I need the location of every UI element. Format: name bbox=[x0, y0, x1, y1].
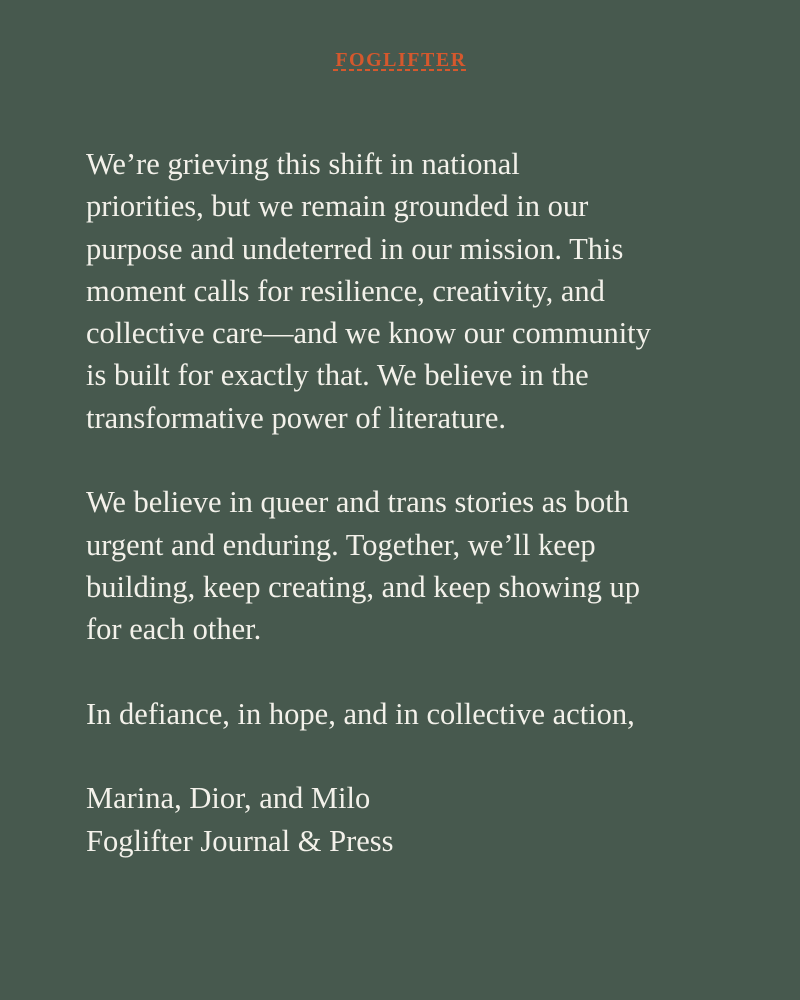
paragraph-spacer bbox=[86, 439, 736, 481]
logo-text: FOGLIFTER bbox=[335, 49, 467, 71]
foglifter-wordmark bbox=[330, 46, 472, 74]
closing-line: In defiance, in hope, and in collective action, bbox=[86, 696, 635, 731]
paragraph-1: We’re grieving this shift in national priorities, but we remain grounded in our purpose and undeterred in our mission. This moment calls for resilience, creativity, and collective care—and we know our community is built for exactly that. We believe in the transformative power of literature. bbox=[86, 147, 651, 435]
paragraph-spacer bbox=[86, 735, 736, 777]
paragraph-spacer bbox=[86, 651, 736, 693]
letter-body bbox=[86, 143, 736, 862]
signature-organization: Foglifter Journal & Press bbox=[86, 823, 394, 858]
signature-block bbox=[86, 777, 736, 862]
signature-names: Marina, Dior, and Milo bbox=[86, 781, 371, 816]
foglifter-logo bbox=[330, 46, 472, 74]
paragraph-2: We believe in queer and trans stories as both urgent and enduring. Together, we’ll keep building, keep creating, and keep showing up for each other. bbox=[86, 485, 640, 647]
